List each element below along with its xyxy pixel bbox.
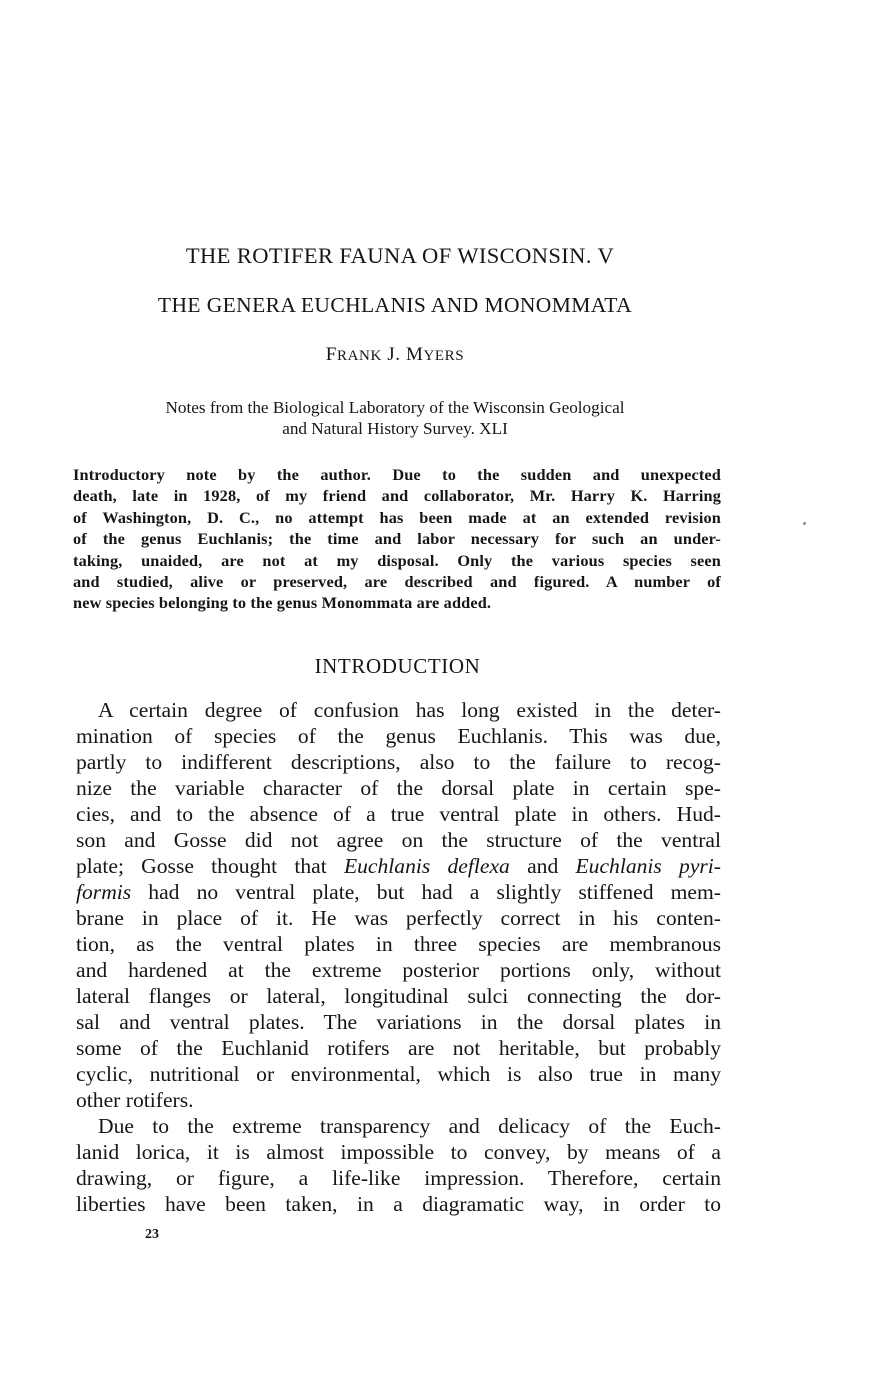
species-name: Euchlanis pyri- (575, 854, 721, 878)
page-number: 23 (145, 1227, 159, 1242)
body-text (76, 697, 721, 1217)
body-text-run: plate; Gosse thought that (76, 854, 344, 878)
author-last-initial: M (405, 344, 424, 365)
scan-speck (803, 522, 806, 525)
section-heading: INTRODUCTION (314, 654, 481, 678)
laboratory-notes (95, 397, 695, 439)
intro-note-line: taking, unaided, are not at my disposal. Only the various species seen (73, 550, 721, 570)
body-line: lanid lorica, it is almost impossible to convey, by means of a (76, 1140, 721, 1164)
author-first-rest: RANK (336, 348, 382, 364)
body-line: cyclic, nutritional or environmental, which is also true in many (76, 1062, 721, 1086)
body-line: some of the Euchlanid rotifers are not heritable, but probably (76, 1036, 721, 1060)
author-first-initial: F (325, 344, 337, 365)
author-last-rest: YERS (423, 348, 465, 364)
intro-note-line: death, late in 1928, of my friend and collaborator, Mr. Harry K. Harring (73, 486, 721, 506)
body-line: lateral flanges or lateral, longitudinal sulci connecting the dor- (76, 984, 721, 1008)
body-line: and hardened at the extreme posterior portions only, without (76, 958, 721, 982)
body-line: cies, and to the absence of a true ventral plate in others. Hud- (76, 802, 721, 826)
body-line: mination of species of the genus Euchlanis. This was due, (76, 724, 721, 748)
body-text-run: and (509, 854, 576, 878)
body-line (76, 879, 721, 905)
intro-note-line: of the genus Euchlanis; the time and labor necessary for such an under- (73, 529, 721, 549)
body-line: A certain degree of confusion has long existed in the deter- (98, 698, 721, 722)
species-name: formis (76, 880, 132, 904)
intro-note-line: of Washington, D. C., no attempt has been made at an extended revision (73, 507, 721, 527)
notes-line: Notes from the Biological Laboratory of the Wisconsin Geological (165, 398, 625, 417)
body-text-run: had no ventral plate, but had a slightly stiffened mem- (131, 880, 721, 904)
author-name (100, 344, 690, 366)
intro-note-line: Introductory note by the author. Due to the sudden and unexpected (73, 465, 721, 484)
introductory-note (73, 464, 721, 614)
body-line: son and Gosse did not agree on the structure of the ventral (76, 828, 721, 852)
article-title: THE ROTIFER FAUNA OF WISCONSIN. V (185, 243, 615, 268)
body-line: nize the variable character of the dorsal plate in certain spe- (76, 776, 721, 800)
intro-note-line: new species belonging to the genus Monommata are added. (73, 593, 492, 613)
body-line (76, 853, 721, 879)
body-line: Due to the extreme transparency and delicacy of the Euch- (98, 1114, 721, 1138)
author-middle: J. (387, 344, 401, 365)
article-subtitle: THE GENERA EUCHLANIS AND MONOMMATA (157, 293, 633, 317)
body-line: drawing, or figure, a life-like impression. Therefore, certain (76, 1166, 721, 1190)
body-line: sal and ventral plates. The variations in the dorsal plates in (76, 1010, 721, 1034)
body-line: tion, as the ventral plates in three species are membranous (76, 932, 721, 956)
body-line: liberties have been taken, in a diagramatic way, in order to (76, 1192, 721, 1216)
body-line: other rotifers. (76, 1088, 194, 1112)
intro-note-line: and studied, alive or preserved, are described and figured. A number of (73, 572, 721, 592)
body-line: brane in place of it. He was perfectly correct in his conten- (76, 906, 721, 930)
notes-line: and Natural History Survey. XLI (282, 419, 508, 438)
species-name: Euchlanis deflexa (343, 854, 510, 878)
body-line: partly to indifferent descriptions, also to the failure to recog- (76, 750, 721, 774)
